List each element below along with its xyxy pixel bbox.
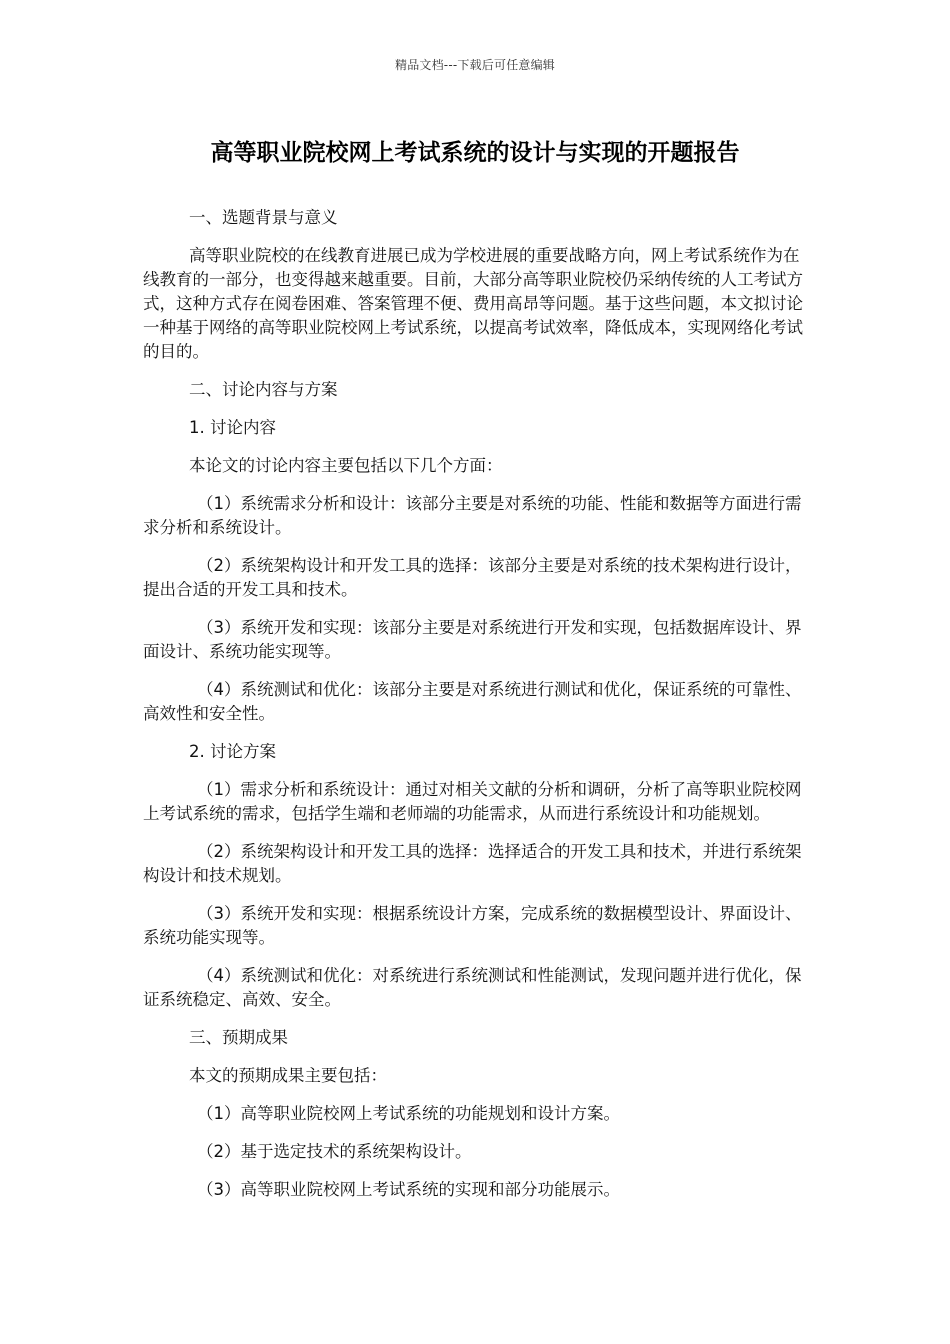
subheading-research-content: 1. 讨论内容 [189,418,276,437]
research-plan-item: （3）系统开发和实现：根据系统设计方案，完成系统的数据模型设计、界面设计、系统功能实现等。 [143,904,802,947]
research-plan-item: （2）系统架构设计和开发工具的选择：选择适合的开发工具和技术，并进行系统架构设计和技术规划。 [143,842,802,885]
outcomes-intro: 本文的预期成果主要包括： [189,1066,387,1085]
research-content-item: （2）系统架构设计和开发工具的选择：该部分主要是对系统的技术架构进行设计，提出合适的开发工具和技术。 [143,556,802,599]
section-heading-background: 一、选题背景与意义 [189,208,338,227]
research-content-item: （3）系统开发和实现：该部分主要是对系统进行开发和实现，包括数据库设计、界面设计、系统功能实现等。 [143,618,802,661]
research-content-item: （4）系统测试和优化：该部分主要是对系统进行测试和优化，保证系统的可靠性、高效性和安全性。 [143,680,802,723]
research-plan-item: （1）需求分析和系统设计：通过对相关文献的分析和调研，分析了高等职业院校网上考试系统的需求，包括学生端和老师端的功能需求，从而进行系统设计和功能规划。 [143,780,802,823]
research-plan-item: （4）系统测试和优化：对系统进行系统测试和性能测试，发现问题并进行优化，保证系统稳定、高效、安全。 [143,966,802,1009]
section-heading-outcomes: 三、预期成果 [189,1028,288,1047]
header-note: 精品文档---下载后可任意编辑 [395,58,555,72]
background-paragraph: 高等职业院校的在线教育进展已成为学校进展的重要战略方向，网上考试系统作为在线教育的一部分，也变得越来越重要。目前，大部分高等职业院校仍采纳传统的人工考试方式，这种方式存在阅卷困难、答案管理不便、费用高昂等问题。基于这些问题，本文拟讨论一种基于网络的高等职业院校网上考试系统，以提高考试效率，降低成本，实现网络化考试的目的。 [143,246,803,361]
subheading-research-plan: 2. 讨论方案 [189,742,276,761]
outcome-item: （2）基于选定技术的系统架构设计。 [197,1142,472,1161]
document-title: 高等职业院校网上考试系统的设计与实现的开题报告 [210,140,740,166]
document-body [143,206,809,1216]
outcome-item: （3）高等职业院校网上考试系统的实现和部分功能展示。 [197,1180,620,1199]
research-content-intro: 本论文的讨论内容主要包括以下几个方面： [189,456,503,475]
research-content-item: （1）系统需求分析和设计：该部分主要是对系统的功能、性能和数据等方面进行需求分析和系统设计。 [143,494,802,537]
outcome-item: （1）高等职业院校网上考试系统的功能规划和设计方案。 [197,1104,620,1123]
section-heading-research: 二、讨论内容与方案 [189,380,338,399]
